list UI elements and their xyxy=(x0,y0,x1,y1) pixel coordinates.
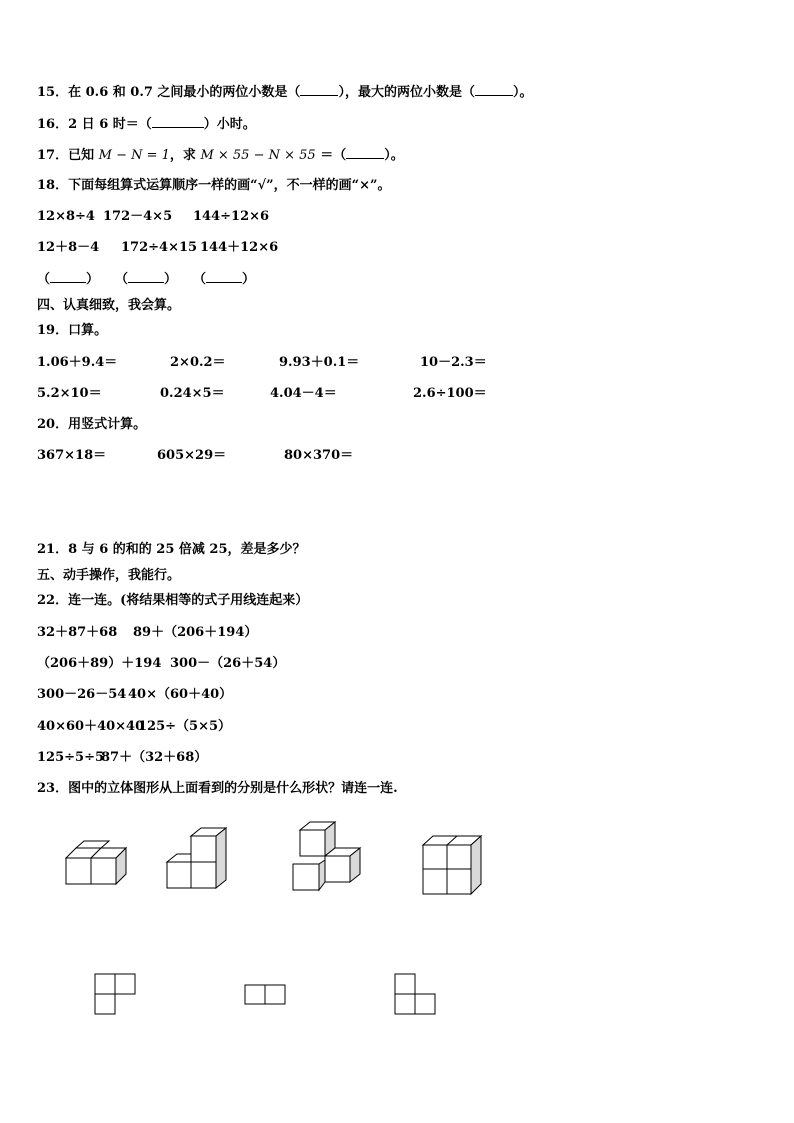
question-text: 8 与 6 的和的 25 倍减 25，差是多少？ xyxy=(68,542,306,557)
calc-item: 4.04－4＝ xyxy=(270,386,337,401)
solid-figure-1[interactable] xyxy=(66,841,126,884)
question-number: 15． xyxy=(37,85,69,100)
question-number: 20． xyxy=(37,417,69,432)
solid-figure-4[interactable] xyxy=(423,836,481,894)
match-right[interactable]: 125÷（5×5） xyxy=(138,719,232,734)
question-number: 22． xyxy=(37,593,69,608)
expression: 144÷12×6 xyxy=(193,209,270,224)
expression: 172÷4×15 xyxy=(121,240,198,255)
calc-item: 80×370＝ xyxy=(284,448,354,463)
question-number: 16． xyxy=(37,117,69,132)
solid-figure-2[interactable] xyxy=(167,828,226,888)
solid-figure-3[interactable] xyxy=(293,822,360,890)
match-left[interactable]: 125÷5÷5 xyxy=(37,750,105,765)
section-heading: 五、动手操作，我能行。 xyxy=(37,568,181,583)
formula: M − N = 1 xyxy=(98,148,170,163)
expression: 172－4×5 xyxy=(103,209,173,224)
question-number: 17． xyxy=(37,148,69,163)
calc-item: 0.24×5＝ xyxy=(160,386,225,401)
question-text: ）小时。 xyxy=(203,117,256,132)
question-text: ＝（ xyxy=(315,148,347,163)
answer-paren: （ ） xyxy=(115,272,178,287)
calc-item: 605×29＝ xyxy=(157,448,227,463)
match-right[interactable]: 89＋（206＋194） xyxy=(133,625,258,640)
section-heading: 四、认真细致，我会算。 xyxy=(37,298,181,313)
question-text: ）。 xyxy=(512,85,533,100)
match-left[interactable]: 300－26－54 xyxy=(37,687,127,702)
expression: 12×8÷4 xyxy=(37,209,95,224)
calc-item: 2.6÷100＝ xyxy=(413,386,487,401)
match-right[interactable]: 40×（60＋40） xyxy=(128,687,233,702)
question-text: 连一连。(将结果相等的式子用线连起来） xyxy=(68,593,309,608)
match-left[interactable]: 32＋87＋68 xyxy=(37,625,118,640)
question-text: 已知 xyxy=(68,148,99,163)
question-text: 在 0.6 和 0.7 之间最小的两位小数是（ xyxy=(68,85,301,100)
calc-item: 5.2×10＝ xyxy=(37,386,102,401)
question-text: 用竖式计算。 xyxy=(68,417,147,432)
top-view-2[interactable] xyxy=(245,985,285,1004)
question-text: ）。 xyxy=(384,148,404,163)
question-number: 18． xyxy=(37,178,69,193)
calc-item: 10－2.3＝ xyxy=(420,355,487,370)
question-text: 图中的立体图形从上面看到的分别是什么形状？请连一连. xyxy=(68,781,398,796)
match-left[interactable]: 40×60＋40×40 xyxy=(37,719,145,734)
expression: 144＋12×6 xyxy=(200,240,279,255)
match-left[interactable]: （206＋89）＋194 xyxy=(37,656,162,671)
answer-paren: （ ） xyxy=(193,272,256,287)
question-text: 口算。 xyxy=(68,323,108,338)
question-text: ），最大的两位小数是（ xyxy=(338,85,475,100)
question-number: 23． xyxy=(37,781,69,796)
question-number: 19． xyxy=(37,323,69,338)
match-right[interactable]: 87＋（32＋68） xyxy=(101,750,208,765)
expression: 12＋8－4 xyxy=(37,240,100,255)
answer-paren: （ ） xyxy=(37,272,100,287)
question-text: ，求 xyxy=(169,148,201,163)
question-number: 21． xyxy=(37,542,69,557)
question-text: 下面每组算式运算顺序一样的画“√”，不一样的画“×”。 xyxy=(68,178,391,193)
match-right[interactable]: 300－（26＋54） xyxy=(170,656,286,671)
formula: M × 55 − N × 55 xyxy=(200,148,316,163)
calc-item: 9.93＋0.1＝ xyxy=(279,355,360,370)
top-view-3[interactable] xyxy=(395,974,435,1014)
top-view-1[interactable] xyxy=(95,974,135,1014)
calc-item: 367×18＝ xyxy=(37,448,107,463)
calc-item: 1.06＋9.4＝ xyxy=(37,355,118,370)
question-text: 2 日 6 时＝（ xyxy=(68,117,152,132)
calc-item: 2×0.2＝ xyxy=(170,355,226,370)
